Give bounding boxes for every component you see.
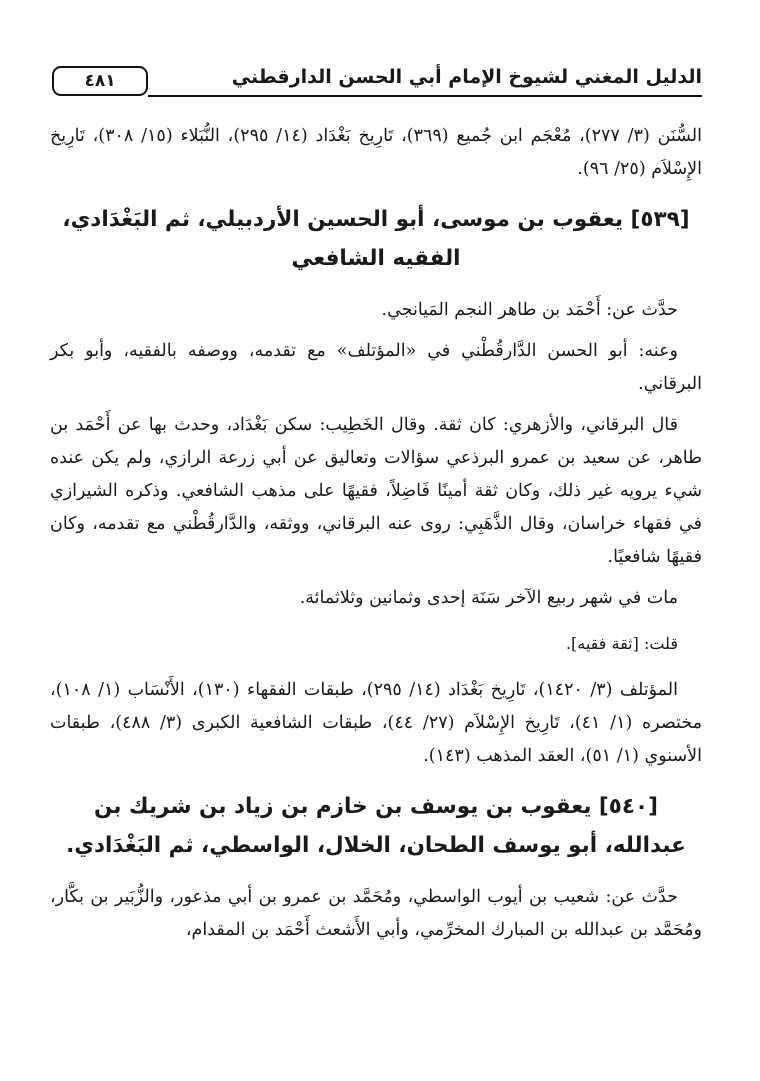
entry-540-title: [٥٤٠] يعقوب بن يوسف بن خازم بن زياد بن شريك بن عبدالله، أبو يوسف الطحان، الخلال، الواسطي، ثم البَغْدَادي.: [66, 794, 686, 858]
entry-539-references: المؤتلف (٣/ ١٤٢٠)، تَارِيخ بَغْدَاد (١٤/ ٢٩٥)، طبقات الفقهاء (١٣٠)، الأَنْسَاب (١/ ١٠٨)، مختصره (١/ ٤١)، تَارِيخ الإِسْلاَم (٢٧/ ٤٤)، طبقات الشافعية الكبرى (٣/ ٤٨٨)، طبقات الأسنوي (١/ ٥١)، العقد المذهب (١٤٣).: [50, 680, 702, 766]
page-body: [50, 120, 702, 947]
entry-539-death: مات في شهر ربيع الآخر سَنَة إحدى وثمانين وثلاثمائة.: [299, 588, 678, 608]
entry-539-biography: قال البرقاني، والأزهري: كان ثقة. وقال الخَطِيب: سكن بَغْدَاد، وحدث بها عن أَحْمَد بن طاهر، عن سعيد بن عمرو البرذعي سؤالات وتعاليق عن أبي زرعة الرازي، ولم يكن عنده شيء يرويه غير ذلك، وكان ثقة أمينًا فَاضِلاً، فقيهًا على مذهب الشافعي. وذكره الشيرازي في فقهاء خراسان، وقال الذَّهَبِي: روى عنه البرقاني، ووثقه، والدَّارقُطْني مع تقدمه، وكان فقيهًا شافعيًا.: [50, 415, 702, 567]
entry-540-heard-from: حدَّث عن: شعيب بن أيوب الواسطي، ومُحَمَّد بن عمرو بن أبي مذعور، والزُّبَير بن بكَّار، ومُحَمَّد بن عبدالله بن المبارك المخرِّمي، وأبي الأَشعث أَحْمَد بن المقدام،: [50, 887, 702, 940]
entry-539-verdict: قلت: [ثقة فقيه].: [565, 634, 678, 653]
running-title: الدليل المغني لشيوخ الإمام أبي الحسن الدارقطني: [231, 66, 702, 88]
page-header: [52, 66, 702, 100]
entry-539-title: [٥٣٩] يعقوب بن موسى، أبو الحسين الأردبيلي، ثم البَغْدَادي، الفقيه الشافعي: [62, 207, 690, 271]
page-number: ٤٨١: [52, 66, 148, 96]
entry-539-narrators: وعنه: أبو الحسن الدَّارقُطْني في «المؤتلف» مع تقدمه، ووصفه بالفقيه، وأبو بكر البرقاني.: [50, 341, 702, 394]
entry-539-heard-from: حدَّث عن: أَحْمَد بن طاهر النجم المَيانجي.: [381, 300, 678, 320]
previous-entry-references: السُّنَن (٣/ ٢٧٧)، مُعْجَم ابن جُميع (٣٦٩)، تَارِيخ بَغْدَاد (١٤/ ٢٩٥)، النُّبَلاء (١٥/ ٣٠٨)، تَارِيخ الإِسْلاَم (٢٥/ ٩٦).: [50, 126, 702, 179]
header-rule: [148, 95, 702, 97]
